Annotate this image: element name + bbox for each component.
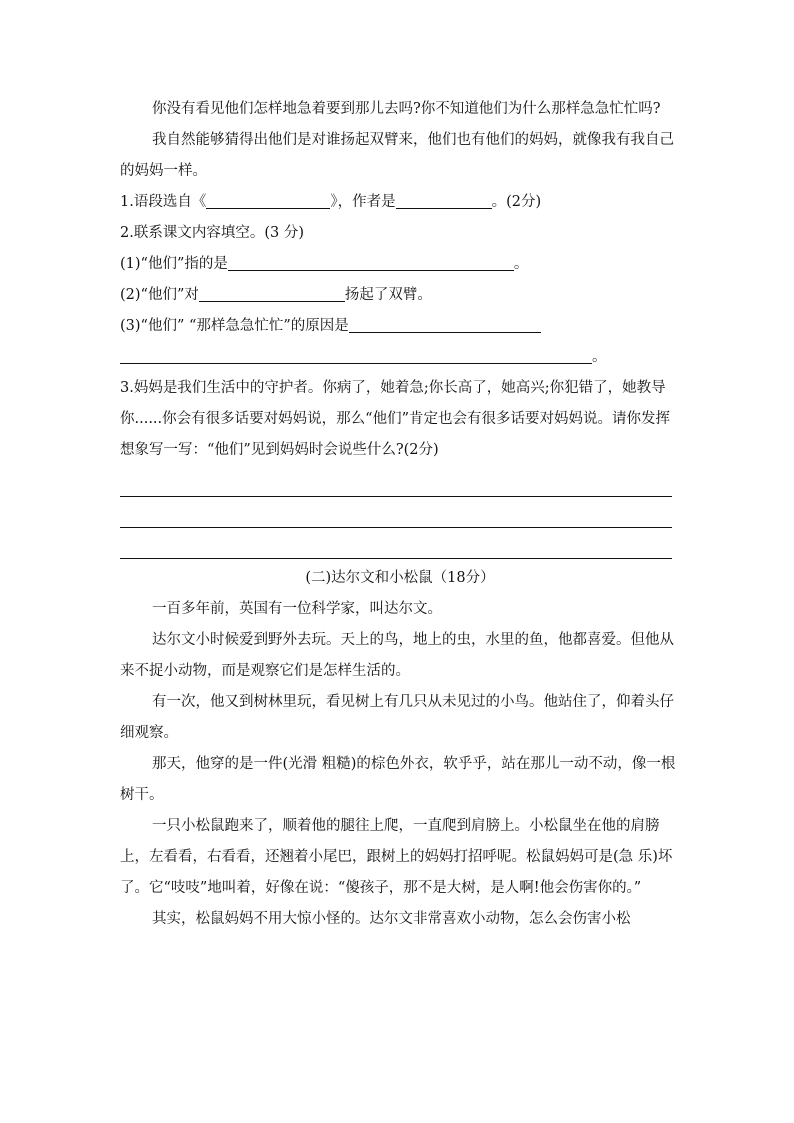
question-2-3: (3)“他们” “那样急急忙忙”的原因是	[120, 311, 680, 342]
passage-paragraph-2: 我自然能够猜得出他们是对谁扬起双臂来，他们也有他们的妈妈，就像我有我自己的妈妈一样。	[120, 132, 674, 179]
answer-line-3c[interactable]	[120, 528, 672, 559]
question-2: 2.联系课文内容填空。(3 分)	[120, 225, 304, 241]
question-2-2: (2)“他们”对 扬起了双臂。	[120, 287, 432, 303]
answer-line-3b[interactable]	[120, 497, 672, 528]
answer-blank-author[interactable]	[396, 207, 492, 209]
worksheet-page	[120, 0, 680, 935]
story-paragraph-3: 有一次，他又到树林里玩，看见树上有几只从未见过的小鸟。他站住了，仰着头仔细观察。	[120, 694, 674, 741]
question-1: 1.语段选自《 》，作者是 。(2分)	[120, 194, 542, 210]
answer-blank-2-3a[interactable]	[349, 331, 541, 333]
answer-blank-2-3b[interactable]	[120, 362, 592, 364]
answer-blank-book-title[interactable]	[206, 207, 330, 209]
question-2-1: (1)“他们”指的是 。	[120, 256, 529, 272]
section-2-title: (二)达尔文和小松鼠（18分）	[305, 570, 495, 586]
passage-paragraph-1: 你没有看见他们怎样地急着要到那儿去吗?你不知道他们为什么那样急急忙忙吗?	[152, 101, 661, 117]
story-paragraph-2: 达尔文小时候爱到野外去玩。天上的鸟，地上的虫，水里的鱼，他都喜爱。但他从来不捉小动物，而是观察它们是怎样生活的。	[120, 632, 674, 679]
story-paragraph-4: 那天，他穿的是一件(光滑 粗糙)的棕色外衣，软乎乎，站在那儿一动不动，像一根树干。	[120, 756, 676, 803]
answer-line-3a[interactable]	[120, 466, 672, 497]
answer-blank-2-2[interactable]	[199, 300, 345, 302]
story-paragraph-1: 一百多年前，英国有一位科学家，叫达尔文。	[152, 601, 442, 617]
story-paragraph-5: 一只小松鼠跑来了，顺着他的腿往上爬，一直爬到肩膀上。小松鼠坐在他的肩膀上，左看看，右看看，还翘着小尾巴，跟树上的妈妈打招呼呢。松鼠妈妈可是(急 乐)坏了。它“吱吱”地叫着，好像在说：“傻孩子，那不是大树，是人啊!他会伤害你的。”	[120, 818, 673, 896]
question-2-3-continuation: 。	[120, 342, 680, 373]
story-paragraph-6: 其实，松鼠妈妈不用大惊小怪的。达尔文非常喜欢小动物，怎么会伤害小松	[152, 911, 631, 927]
answer-blank-2-1[interactable]	[228, 269, 514, 271]
question-3: 3.妈妈是我们生活中的守护者。你病了，她着急;你长高了，她高兴;你犯错了，她教导你......你会有很多话要对妈妈说，那么“他们”肯定也会有很多话要对妈妈说。请你发挥想象写一写：“他们”见到妈妈时会说些什么?(2分)	[120, 380, 670, 458]
